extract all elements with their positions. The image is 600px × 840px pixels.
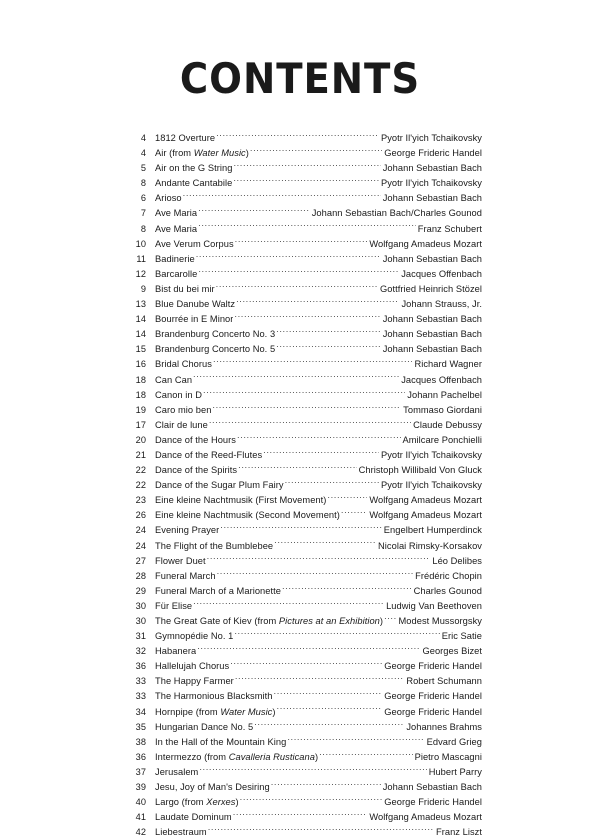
toc-entry-title: Flower Duet [155, 555, 206, 566]
toc-entry-title: Jesu, Joy of Man's Desiring [155, 782, 270, 793]
toc-entry-title: Ave Maria [155, 208, 198, 219]
toc-page-number: 32 [135, 646, 146, 657]
toc-entry-title: Canon in D [155, 389, 203, 400]
toc-entry-composer: Amilcare Ponchielli [402, 434, 482, 445]
toc-entry-title-work: Cavalleria Rusticana [228, 751, 315, 762]
toc-entry-composer: George Frideric Handel [384, 661, 482, 672]
toc-leader-dots [213, 356, 412, 367]
toc-entry-composer: Johann Sebastian Bach [382, 163, 482, 174]
toc-entry[interactable] [126, 175, 482, 190]
toc-page-number: 24 [135, 540, 146, 551]
toc-entry-title: In the Hall of the Mountain King [155, 736, 287, 747]
toc-entry[interactable] [126, 673, 482, 688]
toc-entry-composer: Johann Sebastian Bach/Charles Gounod [311, 208, 482, 219]
toc-entry[interactable] [126, 387, 482, 402]
toc-page-number: 6 [140, 193, 146, 204]
toc-leader-dots [277, 704, 383, 715]
toc-leader-dots [287, 734, 424, 745]
toc-entry[interactable] [126, 221, 482, 236]
toc-entry[interactable] [126, 372, 482, 387]
toc-entry-title: Dance of the Spirits [155, 465, 238, 476]
toc-page-number: 38 [135, 736, 146, 747]
toc-entry-title: Hornpipe (from Water Music) [155, 706, 276, 717]
toc-page-number: 18 [135, 389, 146, 400]
toc-entry[interactable] [126, 522, 482, 537]
toc-entry[interactable] [126, 326, 482, 341]
toc-entry[interactable] [126, 779, 482, 794]
toc-entry-composer: Jacques Offenbach [401, 374, 482, 385]
toc-page-number: 15 [135, 344, 146, 355]
toc-page-number: 35 [135, 721, 146, 732]
toc-leader-dots [319, 749, 412, 760]
toc-page-number: 42 [135, 827, 146, 838]
toc-entry-title: Dance of the Hours [155, 434, 236, 445]
toc-entry[interactable] [126, 402, 482, 417]
toc-entry-composer: Johann Strauss, Jr. [401, 299, 482, 310]
toc-leader-dots [235, 236, 368, 247]
toc-leader-dots [233, 175, 379, 186]
toc-entry[interactable] [126, 749, 482, 764]
toc-leader-dots [234, 628, 439, 639]
toc-entry[interactable] [126, 205, 482, 220]
toc-leader-dots [198, 266, 399, 277]
toc-entry[interactable] [126, 251, 482, 266]
toc-page-number: 23 [135, 495, 146, 506]
toc-entry-title: Hallelujah Chorus [155, 661, 230, 672]
toc-entry-composer: Tommaso Giordani [403, 404, 482, 415]
toc-entry-title: Ave Maria [155, 223, 198, 234]
toc-page-number: 22 [135, 465, 146, 476]
toc-entry-composer: Pyotr Il'yich Tchaikovsky [380, 178, 482, 189]
toc-leader-dots [198, 205, 310, 216]
toc-entry[interactable] [126, 809, 482, 824]
toc-entry-composer: Nicolai Rimsky-Korsakov [378, 540, 482, 551]
toc-entry-composer: George Frideric Handel [384, 706, 482, 717]
toc-entry-composer: Johann Pachelbel [407, 389, 482, 400]
toc-entry-title: Bist du bei mir [155, 283, 215, 294]
toc-entry-composer: Modest Mussorgsky [398, 616, 482, 626]
toc-entry-composer: Franz Schubert [417, 223, 482, 234]
toc-page-number: 12 [135, 268, 146, 279]
toc-page-number: 33 [135, 691, 146, 702]
toc-entry-title: Largo (from Xerxes) [155, 797, 239, 808]
toc-leader-dots [327, 492, 367, 503]
toc-entry-composer: George Frideric Handel [384, 691, 482, 702]
toc-leader-dots [216, 281, 378, 292]
toc-page-number: 36 [135, 661, 146, 672]
toc-entry-composer: Richard Wagner [414, 359, 482, 370]
toc-entry[interactable] [126, 719, 482, 734]
toc-entry[interactable] [126, 462, 482, 477]
toc-leader-dots [216, 130, 379, 141]
toc-leader-dots [199, 764, 426, 775]
toc-page-number: 28 [135, 570, 146, 581]
toc-entry[interactable] [126, 658, 482, 673]
toc-entry-title: Air on the G String [155, 163, 233, 174]
toc-entry[interactable] [126, 160, 482, 175]
toc-entry-composer: Frédéric Chopin [415, 570, 482, 581]
toc-page-number: 41 [135, 812, 146, 823]
toc-entry-composer: Charles Gounod [413, 585, 482, 596]
toc-entry[interactable] [126, 311, 482, 326]
toc-leader-dots [254, 719, 404, 730]
toc-entry[interactable] [126, 492, 482, 507]
toc-leader-dots [236, 296, 399, 307]
toc-entry-title: Arioso [155, 193, 182, 204]
toc-entry-composer: Franz Liszt [435, 827, 482, 838]
toc-leader-dots [263, 447, 379, 458]
toc-entry[interactable] [126, 794, 482, 809]
toc-entry[interactable] [126, 477, 482, 492]
toc-entry-title: The Flight of the Bumblebee [155, 540, 274, 551]
toc-entry[interactable] [126, 688, 482, 703]
toc-entry-title: Für Elise [155, 600, 193, 611]
toc-entry-title: Air (from Water Music) [155, 148, 249, 159]
toc-leader-dots [250, 145, 382, 156]
toc-page-number: 9 [140, 283, 146, 294]
toc-page-number: 31 [135, 631, 146, 642]
toc-leader-dots [238, 462, 356, 473]
toc-entry-composer: Claude Debussy [413, 419, 482, 430]
toc-leader-dots [237, 432, 401, 443]
toc-page-number: 22 [135, 480, 146, 491]
toc-entry-composer: Edvard Grieg [426, 736, 482, 747]
toc-entry-title: Laudate Dominum [155, 812, 232, 823]
toc-leader-dots [234, 311, 380, 322]
toc-entry-title: Andante Cantabile [155, 178, 233, 189]
toc-entry-title: Can Can [155, 374, 193, 385]
toc-leader-dots [233, 160, 380, 171]
toc-page-number: 4 [140, 148, 146, 159]
toc-entry[interactable] [126, 417, 482, 432]
toc-entry-title-work: Pictures at an Exhibition [278, 616, 380, 626]
toc-entry-title: Hungarian Dance No. 5 [155, 721, 254, 732]
toc-entry-title: Caro mio ben [155, 404, 212, 415]
toc-page-number: 13 [135, 299, 146, 310]
toc-page-number: 26 [135, 510, 146, 521]
toc-leader-dots [193, 372, 399, 383]
toc-page-number: 30 [135, 600, 146, 611]
toc-leader-dots [203, 387, 405, 398]
toc-entry-composer: Ludwig Van Beethoven [386, 600, 482, 611]
toc-page-number: 39 [135, 782, 146, 793]
toc-page-number: 18 [135, 374, 146, 385]
toc-entry-composer: Léo Delibes [432, 555, 482, 566]
toc-entry-composer: Wolfgang Amadeus Mozart [369, 495, 482, 506]
toc-leader-dots [341, 507, 367, 518]
toc-entry-composer: Johann Sebastian Bach [382, 344, 482, 355]
toc-entry[interactable] [126, 190, 482, 205]
toc-entry-composer: Wolfgang Amadeus Mozart [369, 812, 482, 823]
toc-entry-composer: Johann Sebastian Bach [382, 314, 482, 325]
toc-entry[interactable] [126, 628, 482, 643]
toc-entry-title: Blue Danube Waltz [155, 299, 236, 310]
toc-entry[interactable] [126, 538, 482, 553]
toc-entry[interactable] [126, 236, 482, 251]
toc-entry-composer: Pietro Mascagni [414, 751, 482, 762]
toc-entry-composer: Johann Sebastian Bach [382, 193, 482, 204]
toc-leader-dots [217, 568, 414, 579]
toc-leader-dots [220, 522, 382, 533]
toc-entry-title: Eine kleine Nachtmusik (Second Movement) [155, 510, 340, 521]
toc-leader-dots [198, 221, 416, 232]
toc-entry-title: Jerusalem [155, 766, 199, 777]
toc-page-number: 24 [135, 525, 146, 536]
toc-leader-dots [207, 553, 431, 564]
toc-entry[interactable] [126, 507, 482, 522]
toc-entry-title: Gymnopédie No. 1 [155, 631, 234, 642]
toc-entry-title: The Harmonious Blacksmith [155, 691, 273, 702]
toc-page-number: 7 [140, 208, 146, 219]
toc-leader-dots [271, 779, 381, 790]
toc-entry-title: Evening Prayer [155, 525, 220, 536]
toc-entry-title: Bourrée in E Minor [155, 314, 234, 325]
toc-entry-title: The Happy Farmer [155, 676, 234, 687]
toc-page-number: 17 [135, 419, 146, 430]
toc-entry-title-work: Water Music [193, 148, 246, 159]
toc-page-number: 8 [140, 223, 146, 234]
toc-page-number: 36 [135, 751, 146, 762]
toc-entry-composer: Gottfried Heinrich Stözel [379, 283, 482, 294]
toc-page-number: 37 [135, 766, 146, 777]
toc-leader-dots [282, 583, 412, 594]
toc-entry[interactable] [126, 356, 482, 371]
toc-entry[interactable] [126, 598, 482, 613]
toc-page-number: 20 [135, 434, 146, 445]
toc-entry-composer: Christoph Willibald Von Gluck [358, 465, 482, 476]
toc-entry-title: Ave Verum Corpus [155, 238, 234, 249]
toc-entry[interactable] [126, 281, 482, 296]
toc-entry-title: The Great Gate of Kiev (from Pictures at an Exhibition) [155, 616, 384, 626]
toc-leader-dots [384, 613, 396, 624]
toc-entry-title-work: Water Music [220, 706, 273, 717]
toc-entry[interactable] [126, 341, 482, 356]
toc-entry-composer: Johann Sebastian Bach [382, 329, 482, 340]
toc-entry[interactable] [126, 824, 482, 839]
toc-leader-dots [197, 643, 420, 654]
toc-page-number: 21 [135, 449, 146, 460]
toc-entry[interactable] [126, 553, 482, 568]
toc-leader-dots [285, 477, 379, 488]
toc-leader-dots [230, 658, 382, 669]
toc-entry-composer: Johannes Brahms [406, 721, 482, 732]
toc-page-number: 34 [135, 706, 146, 717]
toc-entry-title: Bridal Chorus [155, 359, 212, 370]
toc-leader-dots [274, 688, 383, 699]
toc-entry-title: 1812 Overture [155, 133, 216, 143]
toc-entry[interactable] [126, 296, 482, 311]
toc-entry[interactable] [126, 432, 482, 447]
toc-entry[interactable] [126, 447, 482, 462]
toc-entry-title: Funeral March of a Marionette [155, 585, 281, 596]
toc-entry[interactable] [126, 266, 482, 281]
toc-page-number: 14 [135, 329, 146, 340]
toc-entry-title: Liebestraum [155, 827, 207, 838]
toc-leader-dots [212, 402, 401, 413]
toc-page-number: 5 [140, 163, 146, 174]
toc-entry-composer: Pyotr Il'yich Tchaikovsky [380, 133, 482, 143]
toc-entry-title: Dance of the Reed-Flutes [155, 449, 263, 460]
toc-leader-dots [209, 417, 411, 428]
toc-entry[interactable] [126, 704, 482, 719]
toc-entry[interactable] [126, 583, 482, 598]
toc-leader-dots [276, 326, 381, 337]
toc-page-number: 40 [135, 797, 146, 808]
toc-entry-title: Clair de lune [155, 419, 208, 430]
toc-page-number: 16 [135, 359, 146, 370]
toc-page-number: 19 [135, 404, 146, 415]
toc-page-number: 8 [140, 178, 146, 189]
toc-entry[interactable] [126, 145, 482, 160]
toc-entry-title-work: Xerxes [206, 797, 236, 808]
toc-entry-title: Brandenburg Concerto No. 5 [155, 344, 276, 355]
toc-entry[interactable] [126, 568, 482, 583]
toc-entry-title: Brandenburg Concerto No. 3 [155, 329, 276, 340]
toc-page-number: 27 [135, 555, 146, 566]
toc-entry-composer: Georges Bizet [422, 646, 482, 657]
toc-entry-title: Habanera [155, 646, 197, 657]
toc-entry-composer: Johann Sebastian Bach [382, 253, 482, 264]
toc-leader-dots [235, 673, 404, 684]
toc-leader-dots [233, 809, 368, 820]
toc-leader-dots [183, 190, 381, 201]
toc-entry-composer: Jacques Offenbach [401, 268, 482, 279]
toc-leader-dots [276, 341, 381, 352]
toc-entry-title: Barcarolle [155, 268, 198, 279]
toc-entry-composer: Robert Schumann [406, 676, 482, 687]
toc-entry-composer: Pyotr Il'yich Tchaikovsky [380, 449, 482, 460]
toc-leader-dots [208, 824, 434, 835]
toc-leader-dots [196, 251, 381, 262]
toc-page-number: 11 [136, 253, 146, 264]
toc-page-number: 14 [135, 314, 146, 325]
toc-page-number: 33 [135, 676, 146, 687]
toc-entry-title: Funeral March [155, 570, 216, 581]
toc-entry-composer: George Frideric Handel [384, 797, 482, 808]
toc-entry-composer: Johann Sebastian Bach [382, 782, 482, 793]
toc-entry-composer: Eric Satie [441, 631, 482, 642]
toc-entry-title: Eine kleine Nachtmusik (First Movement) [155, 495, 327, 506]
toc-entry-composer: George Frideric Handel [384, 148, 482, 159]
toc-entry-composer: Wolfgang Amadeus Mozart [369, 510, 482, 521]
toc-entry[interactable] [126, 613, 482, 628]
toc-entry[interactable] [126, 130, 482, 145]
toc-entry[interactable] [126, 643, 482, 658]
toc-entry-composer: Hubert Parry [428, 766, 482, 777]
toc-entry-composer: Engelbert Humperdinck [383, 525, 482, 536]
toc-leader-dots [274, 538, 376, 549]
toc-entry-title: Intermezzo (from Cavalleria Rusticana) [155, 751, 319, 762]
page-title: CONTENTS [179, 54, 421, 103]
toc-entry-composer: Wolfgang Amadeus Mozart [369, 238, 482, 249]
toc-page-number: 10 [135, 238, 146, 249]
toc-entry[interactable] [126, 764, 482, 779]
toc-entry[interactable] [126, 734, 482, 749]
toc-entry-composer: Pyotr Il'yich Tchaikovsky [380, 480, 482, 491]
toc-entry-title: Dance of the Sugar Plum Fairy [155, 480, 284, 491]
toc-page-number: 4 [140, 133, 146, 143]
toc-page-number: 29 [135, 585, 146, 596]
table-of-contents [126, 130, 482, 839]
toc-page-number: 30 [135, 616, 146, 626]
toc-leader-dots [193, 598, 384, 609]
toc-entry-title: Badinerie [155, 253, 195, 264]
